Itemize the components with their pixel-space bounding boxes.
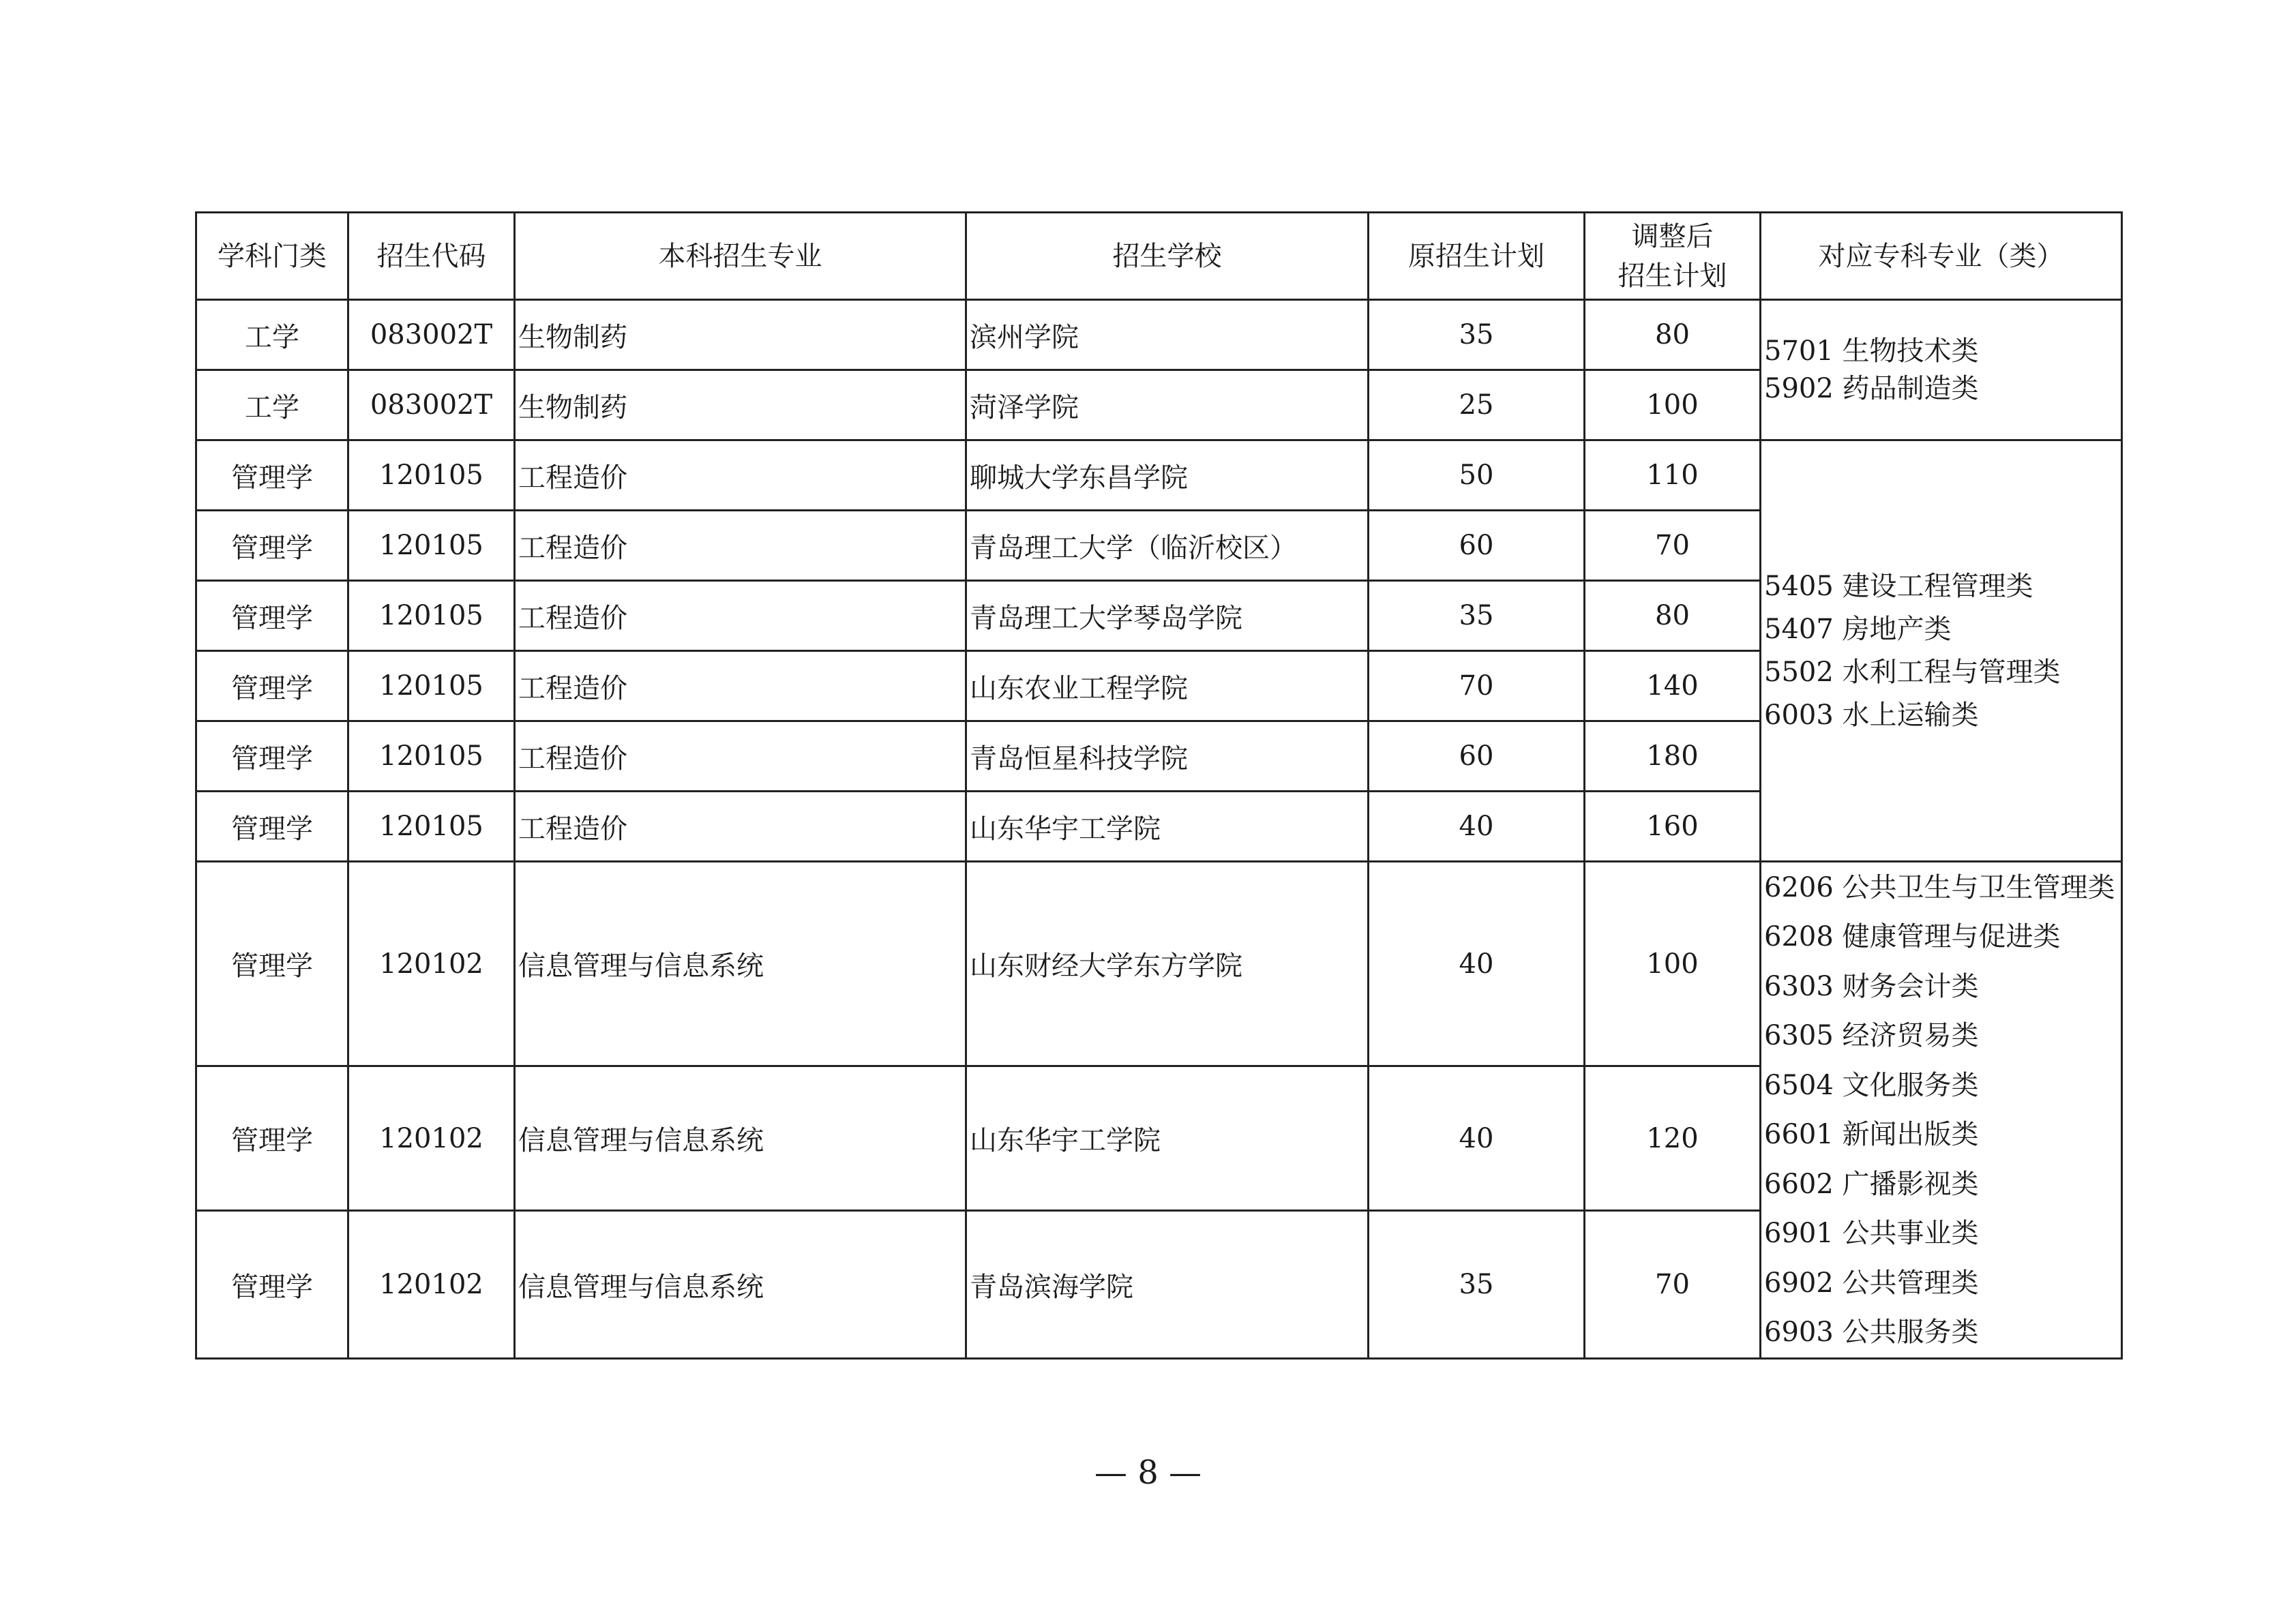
cell-code: 120105 xyxy=(348,581,515,651)
cell-school: 青岛理工大学（临沂校区） xyxy=(966,511,1369,581)
vocational-item: 6003 水上运输类 xyxy=(1764,699,1979,731)
cell-original-plan: 40 xyxy=(1369,1066,1585,1211)
cell-discipline: 工学 xyxy=(196,370,348,440)
cell-discipline: 工学 xyxy=(196,300,348,370)
cell-adjusted-plan: 140 xyxy=(1585,651,1761,721)
cell-school: 山东农业工程学院 xyxy=(966,651,1369,721)
vocational-item: 6208 健康管理与促进类 xyxy=(1764,921,2061,952)
cell-code: 120102 xyxy=(348,862,515,1066)
cell-discipline: 管理学 xyxy=(196,511,348,581)
vocational-group-construction xyxy=(1761,440,2122,862)
header-discipline: 学科门类 xyxy=(196,213,348,300)
cell-code: 120105 xyxy=(348,721,515,792)
cell-major: 工程造价 xyxy=(515,792,966,862)
cell-original-plan: 40 xyxy=(1369,792,1585,862)
header-code: 招生代码 xyxy=(348,213,515,300)
vocational-item: 5407 房地产类 xyxy=(1764,613,1952,645)
cell-original-plan: 60 xyxy=(1369,511,1585,581)
table-row xyxy=(196,862,2122,1066)
vocational-item: 6901 公共事业类 xyxy=(1764,1218,1979,1249)
vocational-item: 5405 建设工程管理类 xyxy=(1764,570,2033,602)
vocational-item: 6206 公共卫生与卫生管理类 xyxy=(1764,871,2115,903)
cell-discipline: 管理学 xyxy=(196,862,348,1066)
vocational-item: 5902 药品制造类 xyxy=(1764,372,1979,404)
cell-school: 山东财经大学东方学院 xyxy=(966,862,1369,1066)
enrollment-plan-table xyxy=(195,211,2123,1360)
header-original-plan: 原招生计划 xyxy=(1369,213,1585,300)
cell-school: 菏泽学院 xyxy=(966,370,1369,440)
cell-adjusted-plan: 120 xyxy=(1585,1066,1761,1211)
vocational-item: 6601 新闻出版类 xyxy=(1764,1119,1979,1150)
vocational-item: 6903 公共服务类 xyxy=(1764,1317,1979,1348)
cell-discipline: 管理学 xyxy=(196,721,348,792)
cell-code: 083002T xyxy=(348,370,515,440)
cell-major: 工程造价 xyxy=(515,440,966,511)
cell-original-plan: 60 xyxy=(1369,721,1585,792)
cell-discipline: 管理学 xyxy=(196,792,348,862)
cell-discipline: 管理学 xyxy=(196,1211,348,1359)
vocational-item: 6303 财务会计类 xyxy=(1764,970,1979,1002)
cell-code: 120105 xyxy=(348,511,515,581)
cell-discipline: 管理学 xyxy=(196,440,348,511)
cell-major: 信息管理与信息系统 xyxy=(515,862,966,1066)
header-vocational: 对应专科专业（类） xyxy=(1761,213,2122,300)
cell-school: 青岛理工大学琴岛学院 xyxy=(966,581,1369,651)
page-number: — 8 — xyxy=(1094,1454,1202,1492)
vocational-item: 5701 生物技术类 xyxy=(1764,335,1979,367)
vocational-item: 6504 文化服务类 xyxy=(1764,1069,1979,1101)
cell-original-plan: 35 xyxy=(1369,300,1585,370)
vocational-group-biology xyxy=(1761,300,2122,440)
header-adjusted-plan-line2: 招生计划 xyxy=(1617,260,1727,292)
cell-original-plan: 25 xyxy=(1369,370,1585,440)
vocational-item: 6902 公共管理类 xyxy=(1764,1267,1979,1299)
cell-adjusted-plan: 80 xyxy=(1585,300,1761,370)
table-row xyxy=(196,300,2122,370)
cell-adjusted-plan: 70 xyxy=(1585,1211,1761,1359)
header-row xyxy=(196,213,2122,300)
vocational-item: 6305 经济贸易类 xyxy=(1764,1020,1979,1051)
cell-code: 120105 xyxy=(348,651,515,721)
cell-code: 120102 xyxy=(348,1066,515,1211)
cell-major: 工程造价 xyxy=(515,651,966,721)
cell-adjusted-plan: 180 xyxy=(1585,721,1761,792)
cell-major: 工程造价 xyxy=(515,511,966,581)
vocational-item: 6602 广播影视类 xyxy=(1764,1168,1979,1200)
header-major: 本科招生专业 xyxy=(515,213,966,300)
cell-school: 山东华宇工学院 xyxy=(966,792,1369,862)
cell-original-plan: 70 xyxy=(1369,651,1585,721)
cell-major: 生物制药 xyxy=(515,300,966,370)
header-school: 招生学校 xyxy=(966,213,1369,300)
cell-adjusted-plan: 100 xyxy=(1585,862,1761,1066)
cell-school: 青岛恒星科技学院 xyxy=(966,721,1369,792)
cell-major: 信息管理与信息系统 xyxy=(515,1066,966,1211)
cell-discipline: 管理学 xyxy=(196,651,348,721)
cell-code: 120105 xyxy=(348,792,515,862)
vocational-group-management xyxy=(1761,862,2122,1359)
cell-adjusted-plan: 160 xyxy=(1585,792,1761,862)
cell-school: 滨州学院 xyxy=(966,300,1369,370)
cell-major: 生物制药 xyxy=(515,370,966,440)
cell-discipline: 管理学 xyxy=(196,581,348,651)
cell-original-plan: 35 xyxy=(1369,581,1585,651)
cell-school: 山东华宇工学院 xyxy=(966,1066,1369,1211)
cell-major: 工程造价 xyxy=(515,581,966,651)
cell-adjusted-plan: 80 xyxy=(1585,581,1761,651)
cell-code: 120105 xyxy=(348,440,515,511)
cell-major: 工程造价 xyxy=(515,721,966,792)
cell-code: 083002T xyxy=(348,300,515,370)
cell-school: 青岛滨海学院 xyxy=(966,1211,1369,1359)
cell-school: 聊城大学东昌学院 xyxy=(966,440,1369,511)
header-adjusted-plan xyxy=(1585,213,1761,300)
vocational-item: 5502 水利工程与管理类 xyxy=(1764,656,2061,688)
cell-adjusted-plan: 70 xyxy=(1585,511,1761,581)
cell-original-plan: 50 xyxy=(1369,440,1585,511)
cell-discipline: 管理学 xyxy=(196,1066,348,1211)
header-adjusted-plan-line1: 调整后 xyxy=(1631,220,1714,252)
cell-code: 120102 xyxy=(348,1211,515,1359)
cell-major: 信息管理与信息系统 xyxy=(515,1211,966,1359)
table-row xyxy=(196,440,2122,511)
cell-adjusted-plan: 110 xyxy=(1585,440,1761,511)
cell-adjusted-plan: 100 xyxy=(1585,370,1761,440)
cell-original-plan: 40 xyxy=(1369,862,1585,1066)
cell-original-plan: 35 xyxy=(1369,1211,1585,1359)
